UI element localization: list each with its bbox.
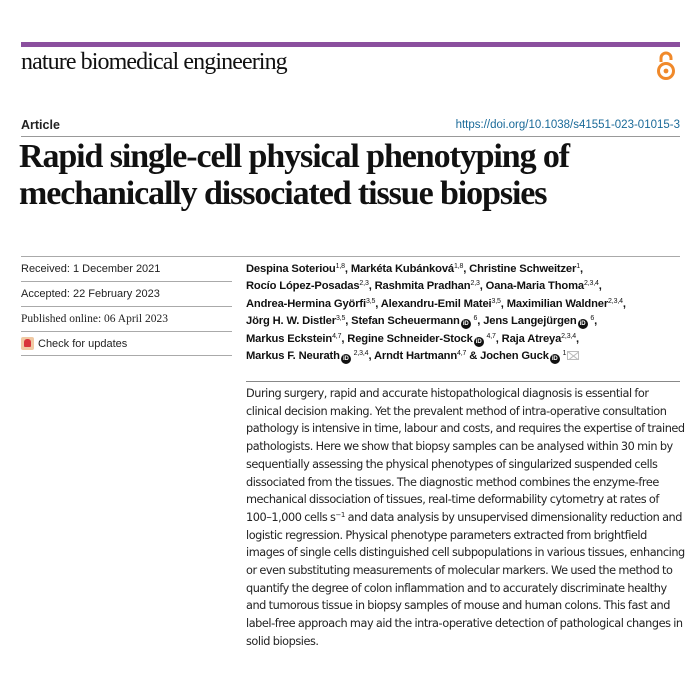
author-list: Despina Soteriou$^{1,8}$, Markéta Kubánková$^{1,8}$, Christine Schweitzer$^1$, Rocío López-Posadas$^{2,3}$, Rashmita Pradhan$^{2,3}$, Oana-Maria Thoma$^{2,3,4}$, Andrea-Hermina Györfi$^{3,5}$, Alexandru-Emil Matei$^{3,5}$, Maximilian Waldner$^{2,3,4}$, Jörg H. W. Distler$^{3,5}$, Stefan Scheuermann iD $^6$, Jens Langejürgen iD $^6$, Markus Eckstein$^{4,7}$, Regine Schneider-Stock iD $^{4,7}$, Raja Atreya$^{2,3,4}$, Markus F. Neurath iD $^{2,3,4}$, Arndt Hartmann$^{4,7}$ & Jochen Guck iD $^1$ (246, 263, 626, 363)
author-affiliation: 3,5 (491, 297, 501, 305)
author-name[interactable]: Jochen Guck (480, 350, 549, 363)
article-type-label: Article (21, 118, 60, 132)
received-date: Received: 1 December 2021 (21, 256, 232, 281)
author-affiliation: 4,7 (332, 332, 342, 340)
abstract (246, 385, 686, 651)
orcid-icon[interactable]: iD (578, 319, 588, 329)
journal-brand-bar (21, 42, 680, 47)
author-affiliation: 1 (560, 350, 567, 358)
author-name[interactable]: Regine Schneider-Stock (347, 332, 473, 345)
author-name[interactable]: Maximilian Waldner (506, 297, 609, 310)
published-date: Published online: 06 April 2023 (21, 306, 232, 331)
author-name[interactable]: Rocío López-Posadas (246, 280, 360, 293)
title-divider (21, 136, 680, 137)
author-affiliation: 2,3 (359, 280, 369, 288)
author-affiliation: 1,8 (453, 263, 464, 270)
abstract-divider (246, 381, 680, 382)
author-name[interactable]: Alexandru-Emil Matei (380, 297, 492, 310)
check-for-updates-label: Check for updates (38, 337, 128, 350)
authors-divider (232, 256, 680, 257)
author-name[interactable]: Jörg H. W. Distler (246, 315, 336, 328)
author-affiliation: 6 (471, 315, 478, 323)
orcid-icon[interactable]: iD (461, 319, 471, 329)
author-affiliation: 3,5 (335, 315, 346, 323)
author-name[interactable]: Markus Eckstein (246, 332, 333, 345)
author-name[interactable]: Rashmita Pradhan (374, 280, 471, 293)
author-name[interactable]: Oana-Maria Thoma (485, 280, 584, 293)
author-affiliation: 6 (588, 315, 595, 323)
author-affiliation: 4,7 (457, 350, 467, 358)
author-affiliation: 1 (576, 263, 580, 270)
article-title: Rapid single-cell physical phenotyping of mechanically dissociated tissue biopsies (19, 138, 569, 212)
author-name[interactable]: Raja Atreya (501, 332, 562, 345)
article-dates (21, 256, 232, 356)
abstract-text-1: During surgery, rapid and accurate histopathological diagnosis is essential for clinical decision making. Yet the prevalent method of intra-operative consultation pathology is intensive in time, labour and costs, and requires the expertise of trained pathologists. Here we show that biopsy samples can be analysed within 30 min by sequentially assessing the physical phenotypes of singularized suspended cells dissociated from the tissues. The diagnostic method combines the enzyme-free mechanical dissociation of tissues, real-time deformability cytometry at rates of 100–1,000 cells s (246, 387, 685, 524)
author-name[interactable]: Jens Langejürgen (483, 315, 577, 328)
author-affiliation: 2,3,4 (351, 350, 369, 358)
author-affiliation: 1,8 (335, 263, 345, 270)
author-name[interactable]: Despina Soteriou (246, 263, 336, 275)
author-name[interactable]: Arndt Hartmann (373, 350, 458, 363)
accepted-date: Accepted: 22 February 2023 (21, 281, 232, 306)
author-affiliation: 2,3,4 (583, 280, 599, 288)
author-affiliation: 3,5 (365, 297, 376, 305)
check-for-updates-link[interactable] (21, 331, 232, 356)
author-name[interactable]: Andrea-Hermina Györfi (246, 297, 366, 310)
abstract-text-2: and data analysis by unsupervised dimensionality reduction and logistic regression. Physical phenotype parameters extracted from brightfield images of single cells distinguished cell subpopulations in various tissues, enhancing or even substituting measurements of molecular markers. We used the method to quantify the degree of colon inflammation and to accurately discriminate healthy and tumorous tissue in biopsy samples of mouse and human colons. This fast and label-free approach may aid the intra-operative detection of pathological changes in solid biopsies. (246, 510, 685, 648)
orcid-icon[interactable]: iD (341, 354, 351, 364)
author-name[interactable]: Christine Schweitzer (469, 263, 577, 275)
abstract-superscript: −1 (335, 510, 345, 519)
orcid-icon[interactable]: iD (550, 354, 560, 364)
author-affiliation: 2,3,4 (608, 297, 623, 305)
doi-link[interactable]: https://doi.org/10.1038/s41551-023-01015-3 (455, 119, 680, 131)
open-access-lock-icon (655, 51, 677, 81)
author-name[interactable]: Markéta Kubánková (350, 263, 454, 275)
check-for-updates-icon (21, 337, 34, 350)
author-affiliation: 2,3,4 (561, 332, 576, 340)
author-affiliation: 2,3 (470, 280, 480, 288)
orcid-icon[interactable]: iD (474, 337, 484, 347)
email-icon[interactable] (567, 351, 579, 360)
author-affiliation: 4,7 (484, 332, 496, 340)
author-name[interactable]: Stefan Scheuermann (351, 315, 460, 328)
journal-name[interactable]: nature biomedical engineering (21, 49, 287, 75)
author-name[interactable]: Markus F. Neurath (246, 350, 340, 363)
